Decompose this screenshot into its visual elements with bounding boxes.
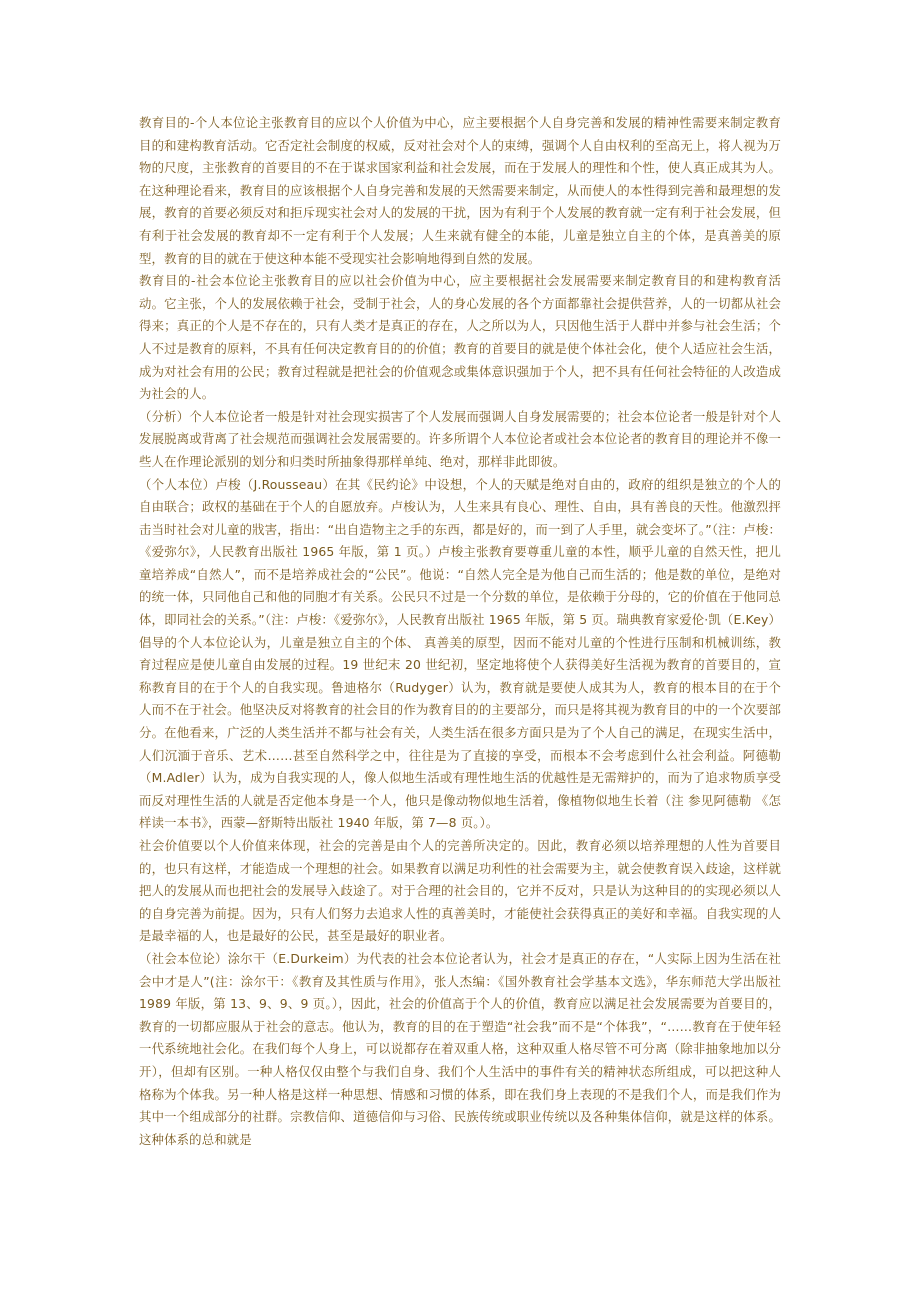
paragraph-social-standard: 教育目的-社会本位论主张教育目的应以社会价值为中心，应主要根据社会发展需要来制定教育目的和建构教育活动。它主张，个人的发展依赖于社会，受制于社会，人的身心发展的各个方面都靠社会提供营养，人的一切都从社会得来；真正的个人是不存在的，只有人类才是真正的存在，人之所以为人，只因他生活于人群中并参与社会生活；个人不过是教育的原料，不具有任何决定教育目的的价值；教育的首要目的就是使个体社会化，使个人适应社会生活，成为对社会有用的公民；教育过程就是把社会的价值观念或集体意识强加于个人，把不具有任何社会特征的人改造成为社会的人。 (139, 273, 781, 402)
paragraph-durkheim: （社会本位论）涂尔干（E.Durkeim）为代表的社会本位论者认为，社会才是真正的存在，“人实际上因为生活在社会中才是人”(注：涂尔干：《教育及其性质与作用》，张人杰编：《国外教育社会学基本文选》，华东师范大学出版社 1989 年版，第 13、9、9、9 页。），因此，社会的价值高于个人的价值，教育应以满足社会发展需要为首要目的，教育的一切都应服从于社会的意志。他认为，教育的目的在于塑造“社会我”而不是“个体我”，“……教育在于使年轻一代系统地社会化。在我们每个人身上，可以说都存在着双重人格，这种双重人格尽管不可分离（除非抽象地加以分开），但却有区别。一种人格仅仅由整个与我们自身、我们个人生活中的事件有关的精神状态所组成，可以把这种人格称为个体我。另一种人格是这样一种思想、情感和习惯的体系，即在我们身上表现的不是我们个人，而是我们作为其中一个组成部分的社群。宗教信仰、道德信仰与习俗、民族传统或职业传统以及各种集体信仰，就是这样的体系。这种体系的总和就是 (139, 950, 781, 1147)
document-body (139, 112, 781, 1151)
paragraph-analysis: （分析）个人本位论者一般是针对社会现实损害了个人发展而强调人自身发展需要的；社会本位论者一般是针对个人发展脱离或背离了社会规范而强调社会发展需要的。许多所谓个人本位论者或社会本位论者的教育目的理论并不像一些人在作理论派别的划分和归类时所抽象得那样单纯、绝对，那样非此即彼。 (139, 408, 781, 469)
paragraph-social-value: 社会价值要以个人价值来体现，社会的完善是由个人的完善所决定的。因此，教育必须以培养理想的人性为首要目的，也只有这样，才能造成一个理想的社会。如果教育以满足功利性的社会需要为主，就会使教育误入歧途，这样就把人的发展从而也把社会的发展导入歧途了。对于合理的社会目的，它并不反对，只是认为这种目的的实现必须以人的自身完善为前提。因为，只有人们努力去追求人性的真善美时，才能使社会获得真正的美好和幸福。自我实现的人是最幸福的人，也是最好的公民，甚至是最好的职业者。 (139, 838, 781, 944)
paragraph-individual-standard: 教育目的-个人本位论主张教育目的应以个人价值为中心，应主要根据个人自身完善和发展的精神性需要来制定教育目的和建构教育活动。它否定社会制度的权威，反对社会对个人的束缚，强调个人自由权利的至高无上，将人视为万物的尺度，主张教育的首要目的不在于谋求国家利益和社会发展，而在于发展人的理性和个性，使人真正成其为人。在这种理论看来，教育目的应该根据个人自身完善和发展的天然需要来制定，从而使人的本性得到完善和最理想的发展，教育的首要必须反对和拒斥现实社会对人的发展的干扰，因为有利于个人发展的教育就一定有利于社会发展，但有利于社会发展的教育却不一定有利于个人发展；人生来就有健全的本能，儿童是独立自主的个体，是真善美的原型，教育的目的就在于使这种本能不受现实社会影响地得到自然的发展。 (139, 115, 781, 266)
paragraph-rousseau: （个人本位）卢梭（J.Rousseau）在其《民约论》中设想，个人的天赋是绝对自由的，政府的组织是独立的个人的自由联合；政权的基础在于个人的自愿放弃。卢梭认为，人生来具有良心、理性、自由，具有善良的天性。他激烈抨击当时社会对儿童的戕害，指出：“出自造物主之手的东西，都是好的，而一到了人手里，就会变坏了。”（注：卢梭：《爱弥尔》，人民教育出版社 1965 年版，第 1 页。）卢梭主张教育要尊重儿童的本性，顺乎儿童的自然天性，把儿童培养成“自然人”，而不是培养成社会的“公民”。他说：“自然人完全是为他自己而生活的；他是数的单位，是绝对的统一体，只同他自己和他的同胞才有关系。公民只不过是一个分数的单位，是依赖于分母的，它的价值在于他同总体，即同社会的关系。”（注：卢梭：《爱弥尔》，人民教育出版社 1965 年版，第 5 页。瑞典教育家爱伦·凯（E.Key）倡导的个人本位论认为，儿童是独立自主的个体、 真善美的原型，因而不能对儿童的个性进行压制和机械训练，教育过程应是使儿童自由发展的过程。19 世纪末 20 世纪初，坚定地将使个人获得美好生活视为教育的首要目的，宣称教育目的在于个人的自我实现。鲁迪格尔（Rudyger）认为，教育就是要使人成其为人，教育的根本目的在于个人而不在于社会。他坚决反对将教育的社会目的作为教育目的的主要部分，而只是将其视为教育目的中的一个次要部分。在他看来，广泛的人类生活并不都与社会有关，人类生活在很多方面只是为了个人自己的满足，在现实生活中，人们沉湎于音乐、艺术……甚至自然科学之中，往往是为了直接的享受，而根本不会考虑到什么社会利益。阿德勒（M.Adler）认为，成为自我实现的人，像人似地生活或有理性地生活的优越性是无需辩护的，而为了追求物质享受而反对理性生活的人就是否定他本身是一个人，他只是像动物似地生活着，像植物似地生长着（注 参见阿德勒 《怎样读一本书》，西蒙—舒斯特出版社 1940 年版，第 7—8 页。）。 (139, 476, 781, 831)
